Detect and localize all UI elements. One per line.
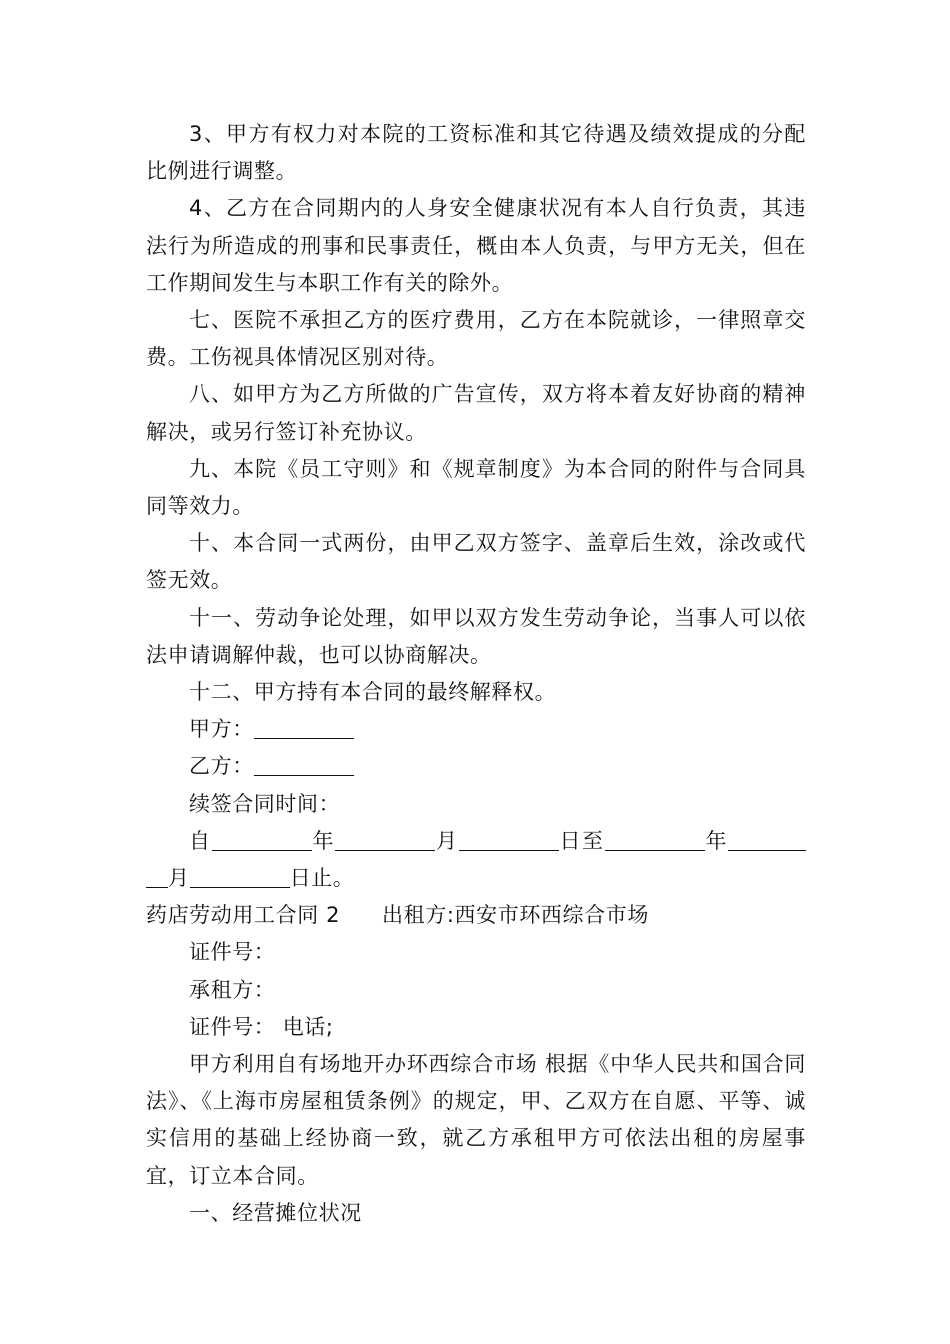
- lessor-id-line: 证件号：: [189, 940, 276, 965]
- phone-label: 电话;: [282, 1014, 334, 1039]
- day-to-label: 日至: [558, 828, 605, 853]
- article-8-paragraph: 八、如甲方为乙方所做的广告宣传，双方将本着友好协商的精神解决，或另行签订补充协议。: [146, 382, 806, 444]
- party-a-blank[interactable]: [254, 714, 354, 739]
- lessor-line: 出租方:西安市环西综合市场: [382, 903, 649, 928]
- renewal-period-line-2: [146, 860, 806, 897]
- article-12-paragraph: 十二、甲方持有本合同的最终解释权。: [189, 680, 557, 705]
- year-label: 年: [311, 828, 336, 853]
- month-label: 月: [435, 828, 459, 853]
- day-end-label: 日止。: [289, 866, 355, 891]
- party-b-signature-line: [146, 748, 806, 785]
- clause-3-paragraph: 3、甲方有权力对本院的工资标准和其它待遇及绩效提成的分配比例进行调整。: [146, 122, 806, 184]
- end-month-blank-part1[interactable]: [728, 826, 806, 851]
- end-year-blank[interactable]: [605, 826, 705, 851]
- article-7-paragraph: 七、医院不承担乙方的医疗费用，乙方在本院就诊，一律照章交费。工伤视具体情况区别对待。: [146, 308, 806, 370]
- from-label: 自: [189, 828, 212, 853]
- party-a-signature-line: [146, 711, 806, 748]
- article-10-paragraph: 十、本合同一式两份，由甲乙双方签字、盖章后生效，涂改或代签无效。: [146, 531, 806, 593]
- start-day-blank[interactable]: [459, 826, 559, 851]
- end-day-blank[interactable]: [190, 863, 290, 888]
- end-month-blank-part2[interactable]: [146, 863, 168, 888]
- lessee-id-label: 证件号：: [189, 1014, 276, 1039]
- article-11-paragraph: 十一、劳动争论处理，如甲以双方发生劳动争论，当事人可以依法申请调解仲裁，也可以协商解决。: [146, 605, 806, 667]
- end-year-label: 年: [704, 828, 729, 853]
- renewal-time-label: 续签合同时间：: [189, 791, 341, 816]
- article-9-paragraph: 九、本院《员工守则》和《规章制度》为本合同的附件与合同具同等效力。: [146, 456, 806, 519]
- clause-4-paragraph: 4、乙方在合同期内的人身安全健康状况有本人自行负责，其违法行为所造成的刑事和民事责任，概由本人负责，与甲方无关，但在工作期间发生与本职工作有关的除外。: [146, 196, 806, 295]
- document-body: [146, 116, 806, 1232]
- renewal-period-line-1: [146, 823, 806, 860]
- section-1-heading: 一、经营摊位状况: [189, 1200, 362, 1225]
- start-month-blank[interactable]: [335, 826, 435, 851]
- second-contract-title: 药店劳动用工合同 2: [146, 903, 341, 928]
- end-month-label: 月: [168, 866, 190, 891]
- second-contract-heading: [146, 897, 806, 934]
- party-b-label: 乙方：: [189, 754, 254, 779]
- lessee-line: 承租方：: [189, 977, 276, 1002]
- party-a-label: 甲方：: [189, 717, 254, 742]
- lessee-id-phone-line: [146, 1009, 806, 1046]
- party-b-blank[interactable]: [254, 751, 354, 776]
- start-year-blank[interactable]: [212, 826, 312, 851]
- lease-intro-paragraph: 甲方利用自有场地开办环西综合市场 根据《中华人民共和国合同法》、《上海市房屋租赁条例》的规定，甲、乙双方在自愿、平等、诚实信用的基础上经协商一致，就乙方承租甲方可依法出租的房屋事宜，订立本合同。: [146, 1052, 806, 1188]
